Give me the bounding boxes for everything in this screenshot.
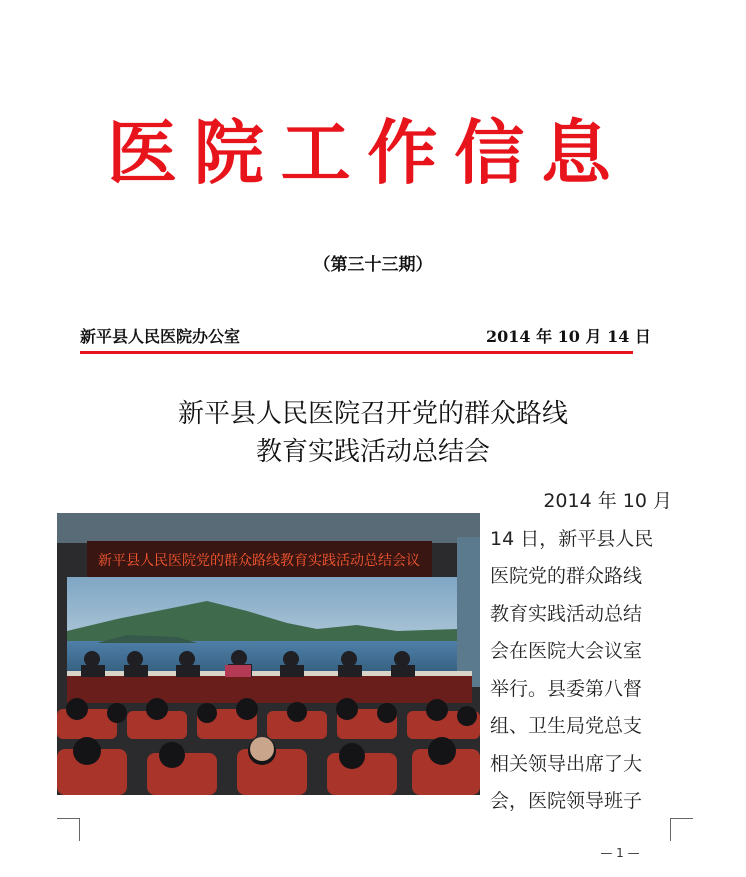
headline-line: 新平县人民医院召开党的群众路线 — [177, 399, 568, 429]
article-headline — [0, 395, 746, 471]
header-divider — [80, 351, 633, 354]
issue-date: 2014 年 10 月 14 日 — [486, 327, 651, 346]
page-number: — 1 — — [600, 846, 640, 860]
body-line: 组、卫生局党总支 — [490, 715, 643, 737]
page-corner-mark-left — [57, 818, 80, 841]
article-body — [490, 483, 672, 821]
photo-banner-text: 新平县人民医院党的群众路线教育实践活动总结会议 — [98, 553, 420, 569]
page-corner-mark-right — [670, 818, 693, 841]
masthead-char: 息 — [540, 112, 611, 194]
issue-number: （第三十三期） — [313, 255, 433, 275]
body-line: 相关领导出席了大 — [490, 752, 643, 775]
masthead-char: 作 — [367, 112, 438, 194]
body-line: 14 日，新平县人民 — [490, 527, 654, 550]
masthead-char: 工 — [280, 112, 351, 194]
office-name: 新平县人民医院办公室 — [80, 327, 241, 346]
body-line: 医院党的群众路线 — [490, 565, 643, 587]
meeting-photo — [57, 513, 480, 795]
masthead-char: 医 — [107, 112, 177, 194]
body-line: 举行。县委第八督 — [490, 677, 643, 700]
body-line: 教育实践活动总结 — [490, 602, 643, 625]
masthead-char: 信 — [454, 112, 525, 194]
body-line: 2014 年 10 月 — [543, 490, 672, 512]
masthead-char: 院 — [193, 112, 264, 194]
headline-line: 教育实践活动总结会 — [255, 437, 490, 467]
body-line: 会，医院领导班子 — [490, 790, 643, 812]
masthead-title — [104, 110, 614, 196]
body-line: 会在医院大会议室 — [490, 640, 643, 662]
